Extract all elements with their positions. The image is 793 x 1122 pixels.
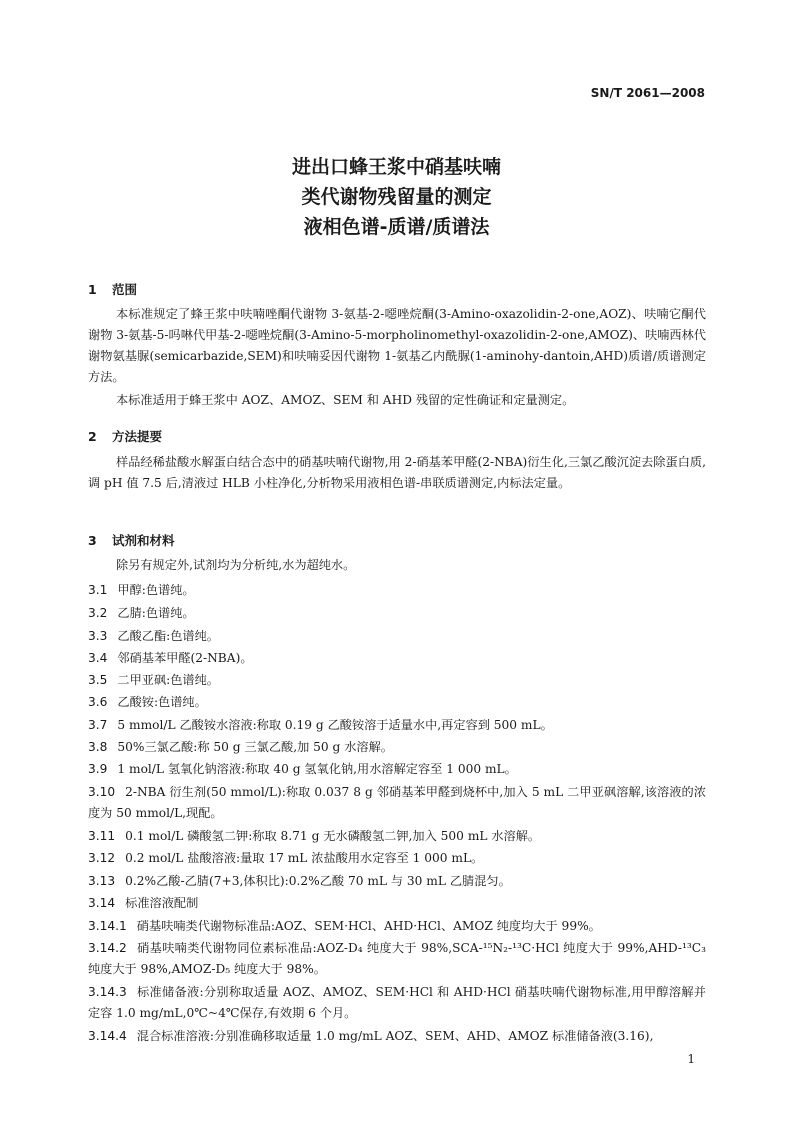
title-line-3: 液相色谱-质谱/质谱法 <box>303 216 490 238</box>
list-item: 3.11 0.1 mol/L 磷酸氢二钾:称取 8.71 g 无水磷酸氢二钾,加入 500 mL 水溶解。 <box>88 829 541 843</box>
list-item: 3.12 0.2 mol/L 盐酸溶液:量取 17 mL 浓盐酸用水定容至 1 000 mL。 <box>88 851 484 865</box>
section-number: 3 <box>88 533 97 548</box>
list-item: 3.14.2 硝基呋喃类代谢物同位素标准品:AOZ-D₄ 纯度大于 98%,SCA-¹⁵N₂-¹³C·HCl 纯度大于 99%,AHD-¹³C₃ 纯度大于 98%,AMOZ-D₅ 纯度大于 98%。 <box>88 941 706 976</box>
section-title: 范围 <box>112 282 138 297</box>
list-item: 3.7 5 mmol/L 乙酸铵水溶液:称取 0.19 g 乙酸铵溶于适量水中,再定容到 500 mL。 <box>88 718 553 732</box>
section-2-heading <box>88 427 162 445</box>
section-number: 1 <box>88 282 97 297</box>
standard-number: SN/T 2061—2008 <box>590 86 705 100</box>
section-1-paragraph-2: 本标准适用于蜂王浆中 AOZ、AMOZ、SEM 和 AHD 残留的定性确证和定量测定。 <box>116 393 575 407</box>
section-1-heading <box>88 280 137 298</box>
section-2-paragraph-1: 样品经稀盐酸水解蛋白结合态中的硝基呋喃代谢物,用 2-硝基苯甲醛(2-NBA)衍生化,三氯乙酸沉淀去除蛋白质,调 pH 值 7.5 后,清液过 HLB 小柱净化,分析物采用液相色谱-串联质谱测定,内标法定量。 <box>88 455 706 490</box>
list-item: 3.8 50%三氯乙酸:称 50 g 三氯乙酸,加 50 g 水溶解。 <box>88 740 393 754</box>
section-title: 方法提要 <box>112 429 163 444</box>
list-item: 3.5 二甲亚砜:色谱纯。 <box>88 673 219 687</box>
title-line-2: 类代谢物残留量的测定 <box>301 186 492 208</box>
list-item: 3.14.1 硝基呋喃类代谢物标准品:AOZ、SEM·HCl、AHD·HCl、AMOZ 纯度均大于 99%。 <box>88 919 601 933</box>
list-item: 3.14.4 混合标准溶液:分别准确移取适量 1.0 mg/mL AOZ、SEM、AHD、AMOZ 标准储备液(3.16), <box>88 1029 654 1043</box>
page-number: 1 <box>687 1052 695 1066</box>
list-item: 3.13 0.2%乙酸-乙腈(7+3,体积比):0.2%乙酸 70 mL 与 30 mL 乙腈混匀。 <box>88 874 511 888</box>
section-1-paragraph-1: 本标准规定了蜂王浆中呋喃唑酮代谢物 3-氨基-2-噁唑烷酮(3-Amino-oxazolidin-2-one,AOZ)、呋喃它酮代谢物 3-氨基-5-吗啉代甲基-2-噁唑烷酮(3-Amino-5-morpholinomethyl-oxazolidin-2-one,AMOZ)、呋喃西林代谢物氨基脲(semicarbazide,SEM)和呋喃妥因代谢物 1-氨基乙内酰脲(1-aminohy-dantoin,AHD)质谱/质谱测定方法。 <box>88 307 706 384</box>
list-item: 3.6 乙酸铵:色谱纯。 <box>88 695 207 709</box>
list-item: 3.14.3 标准储备液:分别称取适量 AOZ、AMOZ、SEM·HCl 和 AHD·HCl 硝基呋喃代谢物标准,用甲醇溶解并定容 1.0 mg/mL,0℃~4℃保存,有效期 6 个月。 <box>88 985 706 1020</box>
list-item: 3.3 乙酸乙酯:色谱纯。 <box>88 629 219 643</box>
list-item: 3.10 2-NBA 衍生剂(50 mmol/L):称取 0.037 8 g 邻硝基苯甲醛到烧杯中,加入 5 mL 二甲亚砜溶解,该溶液的浓度为 50 mmol/L,现配。 <box>88 785 706 820</box>
section-number: 2 <box>88 429 97 444</box>
section-3-intro: 除另有规定外,试剂均为分析纯,水为超纯水。 <box>116 558 356 572</box>
section-title: 试剂和材料 <box>112 533 175 548</box>
section-3-heading <box>88 531 175 549</box>
list-item: 3.14 标准溶液配制 <box>88 896 199 910</box>
list-item: 3.4 邻硝基苯甲醛(2-NBA)。 <box>88 651 253 665</box>
title-line-1: 进出口蜂王浆中硝基呋喃 <box>291 156 501 178</box>
list-item: 3.1 甲醇:色谱纯。 <box>88 583 195 597</box>
list-item: 3.2 乙腈:色谱纯。 <box>88 606 195 620</box>
list-item: 3.9 1 mol/L 氢氧化钠溶液:称取 40 g 氢氧化钠,用水溶解定容至 1 000 mL。 <box>88 762 517 776</box>
